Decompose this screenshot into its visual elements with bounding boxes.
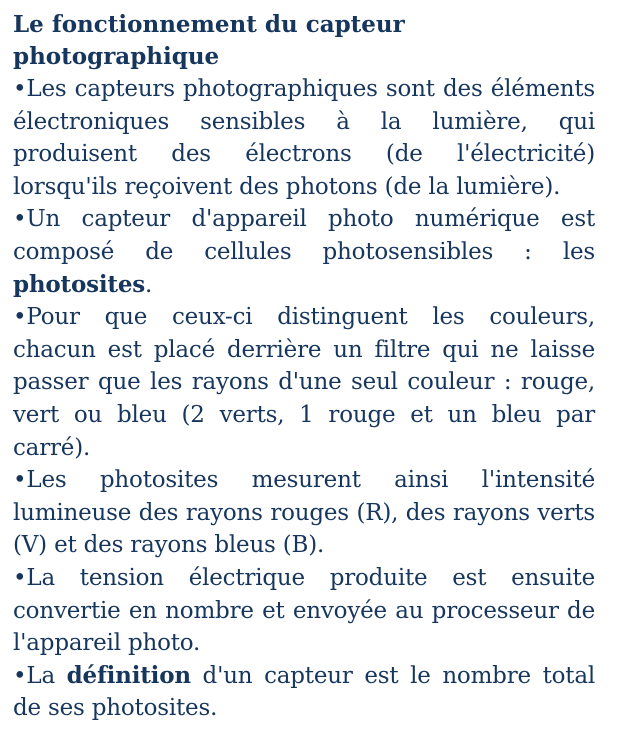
bullet: •	[13, 76, 27, 102]
paragraph-text-end: d'un capteur est le nombre total de ses photosites.	[13, 662, 595, 722]
paragraph-text: Un capteur d'appareil photo numérique est composé de cellules photosensibles : les	[13, 206, 595, 265]
paragraph-sensor-definition	[13, 73, 595, 203]
bullet: •	[13, 304, 27, 331]
paragraph-text: Les capteurs photographiques sont des éléments électroniques sensibles à la lumière, qui produisent des électrons (de l'électricité) lorsqu'ils reçoivent des photons (de la lumière).	[13, 76, 595, 200]
paragraph-text: Les photosites mesurent ainsi l'intensité lumineuse des rayons rouges (R), des rayons verts (V) et des rayons bleus (B).	[13, 467, 595, 559]
bold-term-definition: définition	[66, 661, 191, 689]
document-title	[13, 9, 595, 73]
paragraph-definition	[13, 660, 595, 725]
paragraph-voltage	[13, 562, 595, 660]
bold-term-photosites: photosites	[13, 270, 146, 298]
paragraph-photosites	[13, 203, 595, 301]
paragraph-text: La	[26, 662, 67, 689]
paragraph-text-end: .	[145, 271, 153, 298]
title-line-2: photographique	[13, 43, 220, 70]
paragraph-color-filters	[13, 301, 595, 464]
bullet: •	[13, 206, 27, 233]
document	[13, 9, 595, 725]
paragraph-intensity	[13, 464, 595, 562]
paragraph-text: La tension électrique produite est ensuite convertie en nombre et envoyée au processeur de l'appareil photo.	[13, 564, 595, 657]
bullet: •	[13, 467, 27, 494]
bullet: •	[13, 564, 27, 591]
paragraph-text: Pour que ceux-ci distinguent les couleurs, chacun est placé derrière un filtre qui ne laisse passer que les rayons d'une seul couleur : rouge, vert ou bleu (2 verts, 1 rouge et un bleu par carré).	[13, 304, 595, 461]
bullet: •	[13, 662, 27, 689]
title-line-1: Le fonctionnement du capteur	[13, 11, 405, 38]
